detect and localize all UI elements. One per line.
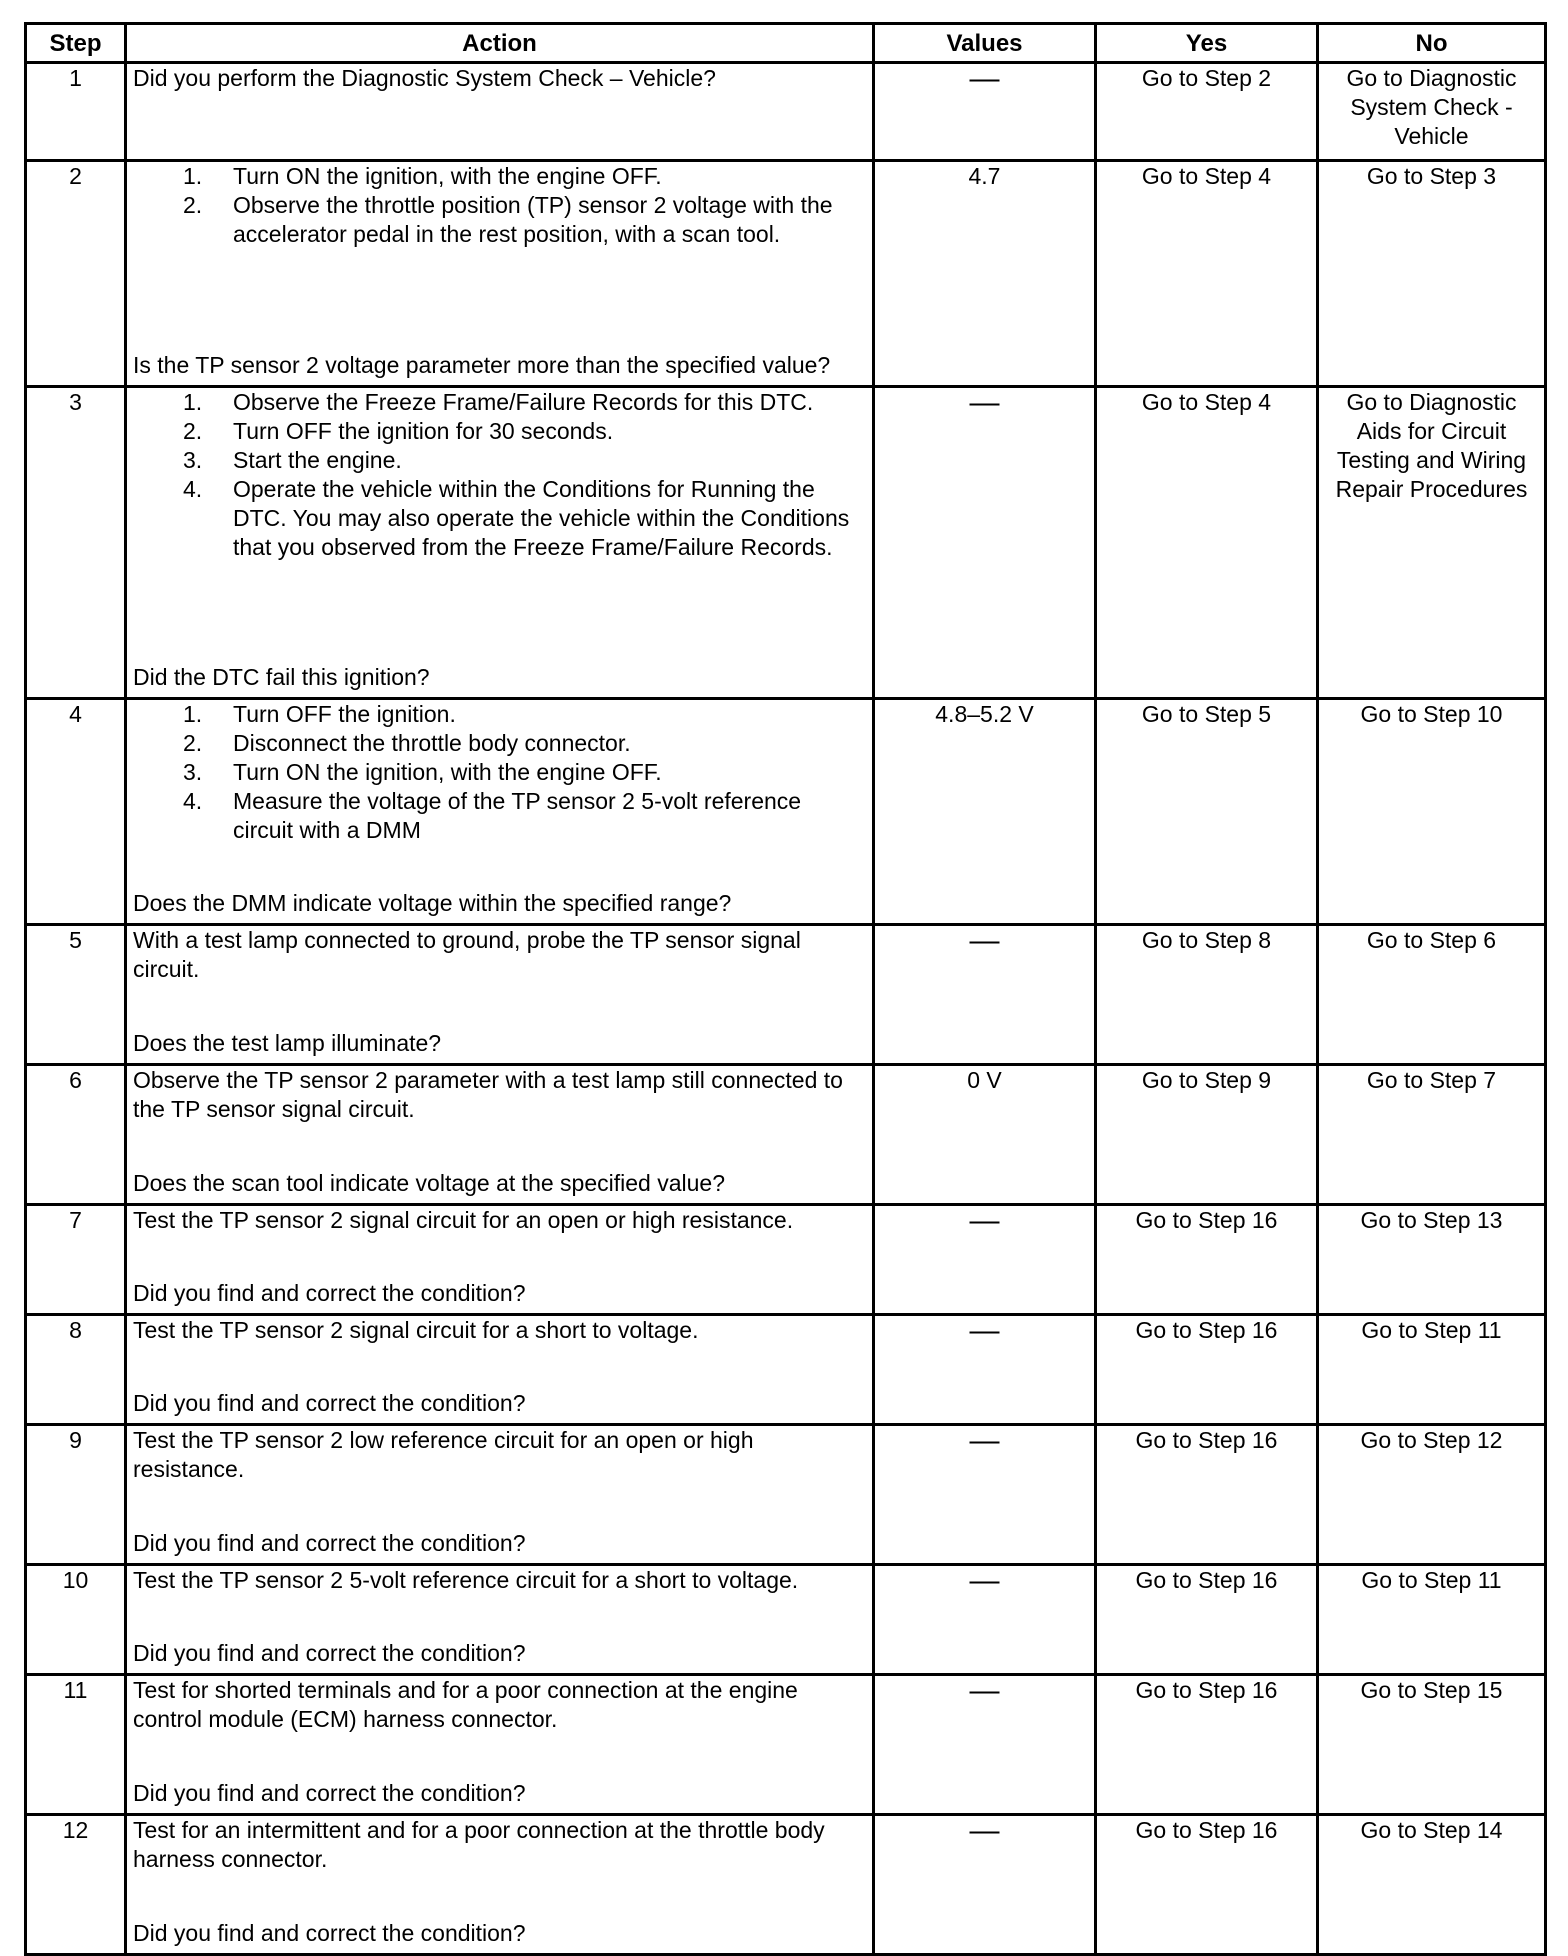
header-step: Step <box>26 24 126 63</box>
yes-cell: Go to Step 16 <box>1096 1205 1318 1315</box>
action-content <box>133 1816 866 1948</box>
header-no: No <box>1318 24 1546 63</box>
action-instructions <box>133 162 866 249</box>
list-item-number: 4. <box>183 788 203 814</box>
action-cell <box>126 1425 874 1565</box>
yes-cell: Go to Step 16 <box>1096 1815 1318 1955</box>
action-instructions <box>133 1566 866 1595</box>
list-item-number: 4. <box>183 476 203 502</box>
action-content <box>133 64 866 154</box>
step-number: 1 <box>26 63 126 161</box>
no-cell: Go to Step 6 <box>1318 925 1546 1065</box>
action-cell <box>126 387 874 699</box>
action-instructions <box>133 64 866 93</box>
value-cell: — <box>874 387 1096 699</box>
no-cell: Go to Step 12 <box>1318 1425 1546 1565</box>
value-cell: — <box>874 1315 1096 1425</box>
no-cell: Go to Step 11 <box>1318 1565 1546 1675</box>
list-item-text: Turn OFF the ignition. <box>233 701 456 727</box>
action-content <box>133 1566 866 1668</box>
value-cell: — <box>874 925 1096 1065</box>
no-cell: Go to Step 11 <box>1318 1315 1546 1425</box>
table-row <box>26 1065 1546 1205</box>
action-steps-list <box>133 388 866 562</box>
action-cell <box>126 161 874 387</box>
action-content <box>133 700 866 918</box>
action-steps-list <box>133 700 866 845</box>
table-row <box>26 699 1546 925</box>
action-cell <box>126 925 874 1065</box>
list-item-text: Turn ON the ignition, with the engine OFF. <box>233 163 662 189</box>
list-item <box>133 191 866 249</box>
no-cell: Go to Diagnostic System Check - Vehicle <box>1318 63 1546 161</box>
step-number: 3 <box>26 387 126 699</box>
table-row <box>26 387 1546 699</box>
step-number: 2 <box>26 161 126 387</box>
list-item-text: Start the engine. <box>233 447 402 473</box>
yes-cell: Go to Step 2 <box>1096 63 1318 161</box>
action-content <box>133 388 866 692</box>
list-item-text: Observe the Freeze Frame/Failure Records for this DTC. <box>233 389 814 415</box>
list-item <box>133 758 866 787</box>
yes-cell: Go to Step 16 <box>1096 1425 1318 1565</box>
action-content <box>133 1316 866 1418</box>
table-row <box>26 1675 1546 1815</box>
list-item-number: 3. <box>183 447 203 473</box>
list-item-text: Turn ON the ignition, with the engine OFF. <box>233 759 662 785</box>
yes-cell: Go to Step 16 <box>1096 1675 1318 1815</box>
action-content <box>133 1066 866 1198</box>
action-question: Does the test lamp illuminate? <box>133 1030 442 1056</box>
step-number: 12 <box>26 1815 126 1955</box>
action-instructions <box>133 700 866 845</box>
action-instructions <box>133 1316 866 1345</box>
action-instructions <box>133 1426 866 1484</box>
list-item-number: 2. <box>183 730 203 756</box>
action-instructions <box>133 1066 866 1124</box>
action-steps-list <box>133 162 866 249</box>
list-item <box>133 729 866 758</box>
action-question: Did you find and correct the condition? <box>133 1780 526 1806</box>
action-content <box>133 1676 866 1808</box>
value-cell: — <box>874 1565 1096 1675</box>
list-item <box>133 417 866 446</box>
list-item <box>133 446 866 475</box>
value-cell: — <box>874 63 1096 161</box>
action-instructions <box>133 1206 866 1235</box>
yes-cell: Go to Step 9 <box>1096 1065 1318 1205</box>
action-content <box>133 162 866 380</box>
table-row <box>26 1425 1546 1565</box>
list-item-number: 1. <box>183 389 203 415</box>
action-question: Did you find and correct the condition? <box>133 1640 526 1666</box>
no-cell: Go to Step 14 <box>1318 1815 1546 1955</box>
step-number: 5 <box>26 925 126 1065</box>
action-question: Is the TP sensor 2 voltage parameter more than the specified value? <box>133 352 831 378</box>
action-intro: Test the TP sensor 2 low reference circuit for an open or high resistance. <box>133 1427 754 1482</box>
list-item <box>133 475 866 562</box>
table-row <box>26 925 1546 1065</box>
value-cell: — <box>874 1675 1096 1815</box>
action-intro: Did you perform the Diagnostic System Check – Vehicle? <box>133 65 716 91</box>
action-cell <box>126 699 874 925</box>
table-row <box>26 63 1546 161</box>
step-number: 7 <box>26 1205 126 1315</box>
header-action: Action <box>126 24 874 63</box>
action-intro: Test the TP sensor 2 signal circuit for an open or high resistance. <box>133 1207 794 1233</box>
list-item-text: Operate the vehicle within the Conditions for Running the DTC. You may also operate the vehicle within the Conditions that you observed from the Freeze Frame/Failure Records. <box>233 476 850 560</box>
action-cell <box>126 1315 874 1425</box>
action-cell <box>126 1065 874 1205</box>
no-cell: Go to Step 15 <box>1318 1675 1546 1815</box>
action-instructions <box>133 926 866 984</box>
action-intro: Test the TP sensor 2 5-volt reference circuit for a short to voltage. <box>133 1567 799 1593</box>
action-cell <box>126 1815 874 1955</box>
no-cell: Go to Step 10 <box>1318 699 1546 925</box>
action-question: Did the DTC fail this ignition? <box>133 664 430 690</box>
header-yes: Yes <box>1096 24 1318 63</box>
step-number: 9 <box>26 1425 126 1565</box>
table-row <box>26 1315 1546 1425</box>
action-question: Did you find and correct the condition? <box>133 1530 526 1556</box>
action-question: Did you find and correct the condition? <box>133 1920 526 1946</box>
action-intro: Test the TP sensor 2 signal circuit for a short to voltage. <box>133 1317 699 1343</box>
list-item <box>133 388 866 417</box>
action-question: Did you find and correct the condition? <box>133 1280 526 1306</box>
yes-cell: Go to Step 8 <box>1096 925 1318 1065</box>
action-cell <box>126 1675 874 1815</box>
action-cell <box>126 1565 874 1675</box>
list-item-text: Turn OFF the ignition for 30 seconds. <box>233 418 614 444</box>
table-row <box>26 1815 1546 1955</box>
list-item <box>133 162 866 191</box>
list-item-text: Measure the voltage of the TP sensor 2 5-volt reference circuit with a DMM <box>233 788 802 843</box>
list-item-text: Disconnect the throttle body connector. <box>233 730 631 756</box>
action-instructions <box>133 388 866 562</box>
value-cell: — <box>874 1815 1096 1955</box>
step-number: 6 <box>26 1065 126 1205</box>
action-intro: Observe the TP sensor 2 parameter with a test lamp still connected to the TP sensor signal circuit. <box>133 1067 843 1122</box>
value-cell: 4.8–5.2 V <box>874 699 1096 925</box>
value-cell: 4.7 <box>874 161 1096 387</box>
list-item-number: 2. <box>183 418 203 444</box>
action-content <box>133 926 866 1058</box>
list-item-number: 1. <box>183 163 203 189</box>
action-question: Does the DMM indicate voltage within the specified range? <box>133 890 732 916</box>
table-row <box>26 1565 1546 1675</box>
action-cell <box>126 1205 874 1315</box>
list-item-text: Observe the throttle position (TP) sensor 2 voltage with the accelerator pedal in the rest position, with a scan tool. <box>233 192 833 247</box>
yes-cell: Go to Step 16 <box>1096 1315 1318 1425</box>
list-item-number: 1. <box>183 701 203 727</box>
header-row <box>26 24 1546 63</box>
step-number: 11 <box>26 1675 126 1815</box>
header-values: Values <box>874 24 1096 63</box>
action-intro: With a test lamp connected to ground, probe the TP sensor signal circuit. <box>133 927 801 982</box>
yes-cell: Go to Step 4 <box>1096 161 1318 387</box>
action-instructions <box>133 1816 866 1874</box>
no-cell: Go to Step 3 <box>1318 161 1546 387</box>
action-intro: Test for an intermittent and for a poor connection at the throttle body harness connector. <box>133 1817 825 1872</box>
list-item-number: 3. <box>183 759 203 785</box>
step-number: 8 <box>26 1315 126 1425</box>
list-item <box>133 700 866 729</box>
yes-cell: Go to Step 5 <box>1096 699 1318 925</box>
value-cell: — <box>874 1425 1096 1565</box>
list-item-number: 2. <box>183 192 203 218</box>
action-question: Did you find and correct the condition? <box>133 1390 526 1416</box>
value-cell: 0 V <box>874 1065 1096 1205</box>
value-cell: — <box>874 1205 1096 1315</box>
no-cell: Go to Step 13 <box>1318 1205 1546 1315</box>
action-cell <box>126 63 874 161</box>
action-content <box>133 1206 866 1308</box>
step-number: 4 <box>26 699 126 925</box>
action-intro: Test for shorted terminals and for a poor connection at the engine control module (ECM) harness connector. <box>133 1677 798 1732</box>
action-question: Does the scan tool indicate voltage at the specified value? <box>133 1170 725 1196</box>
no-cell: Go to Step 7 <box>1318 1065 1546 1205</box>
action-instructions <box>133 1676 866 1734</box>
yes-cell: Go to Step 4 <box>1096 387 1318 699</box>
yes-cell: Go to Step 16 <box>1096 1565 1318 1675</box>
table-row <box>26 1205 1546 1315</box>
table-row <box>26 161 1546 387</box>
diagnostic-table <box>24 22 1547 1956</box>
action-content <box>133 1426 866 1558</box>
list-item <box>133 787 866 845</box>
step-number: 10 <box>26 1565 126 1675</box>
no-cell: Go to Diagnostic Aids for Circuit Testing and Wiring Repair Procedures <box>1318 387 1546 699</box>
